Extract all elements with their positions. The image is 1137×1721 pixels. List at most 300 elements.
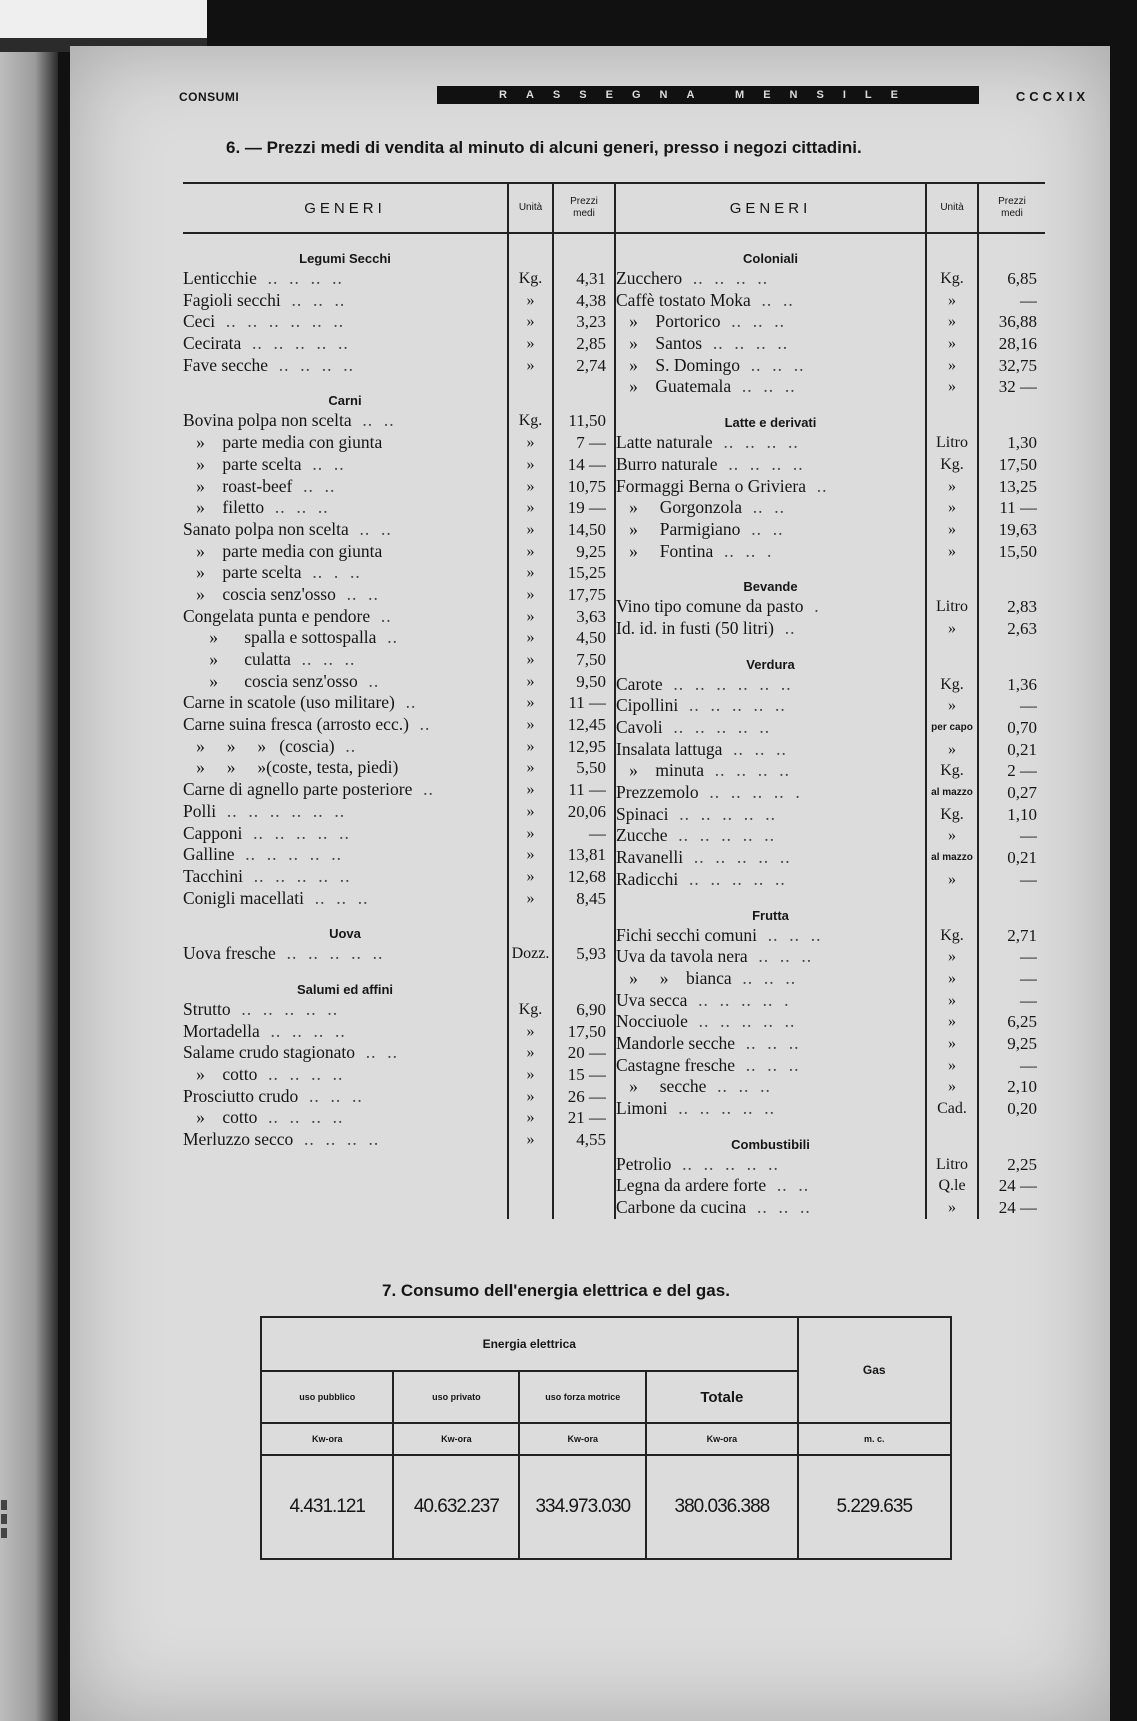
category-spacer (979, 1128, 1037, 1154)
item-name (616, 311, 925, 333)
unit-total: Kw-ora (646, 1423, 797, 1455)
item-label: » Santos (616, 333, 703, 354)
item-label: Carbone da cucina (616, 1197, 747, 1218)
item-unit: » (948, 827, 956, 845)
item-price: 14,50 (567, 519, 606, 539)
item-price: 6,85 (1007, 269, 1037, 288)
row-gap (183, 965, 507, 973)
item-label: » roast-beef (183, 475, 293, 496)
item-name (183, 888, 507, 910)
item-name (183, 1107, 507, 1129)
row-gap (616, 891, 925, 899)
leader-dots: .. .. .. .. .. (230, 998, 339, 1019)
item-unit: » (526, 629, 535, 647)
item-price: 17,50 (998, 454, 1037, 474)
item-unit: » (526, 889, 535, 907)
item-name (183, 606, 507, 628)
item-name (616, 541, 925, 563)
item-label: Mandorle secche (616, 1032, 736, 1053)
item-price: 2,10 (1007, 1077, 1037, 1097)
item-unit: » (526, 846, 535, 864)
item-price: 0,27 (1007, 783, 1037, 803)
left-units-column (508, 233, 553, 1219)
item-price: 8,45 (576, 888, 606, 908)
item-unit: Kg. (940, 455, 964, 473)
item-unit: » (948, 991, 956, 1009)
item-label: Conigli macellati (183, 887, 305, 908)
leader-dots: .. .. .. (735, 1054, 800, 1075)
leader-dots: .. . .. (301, 562, 361, 583)
item-label: » » »(coste, testa, piedi) (183, 757, 399, 778)
item-unit: Litro (936, 598, 968, 616)
category-heading: Carni (328, 393, 362, 409)
item-label: Fave secche (183, 354, 269, 375)
unit-public: Kw-ora (261, 1423, 393, 1455)
leader-dots: .. .. .. (264, 497, 329, 518)
item-label: Latte naturale (616, 432, 713, 453)
leader-dots: .. .. .. (746, 1197, 811, 1218)
category-spacer (509, 917, 552, 943)
row-gap (509, 909, 552, 917)
item-name (183, 757, 507, 779)
item-label: » filetto (183, 497, 265, 518)
leader-dots: .. .. .. .. .. (683, 847, 791, 868)
item-unit: » (526, 694, 535, 712)
leader-dots: .. .. .. (720, 311, 786, 332)
item-unit: » (526, 564, 535, 582)
leader-dots: .. .. .. .. .. (687, 1011, 796, 1032)
category-spacer (979, 406, 1037, 432)
energy-motive-header: uso forza motrice (519, 1371, 646, 1423)
category-heading: Latte e derivati (724, 415, 817, 431)
item-name (616, 968, 925, 990)
item-price: 4,55 (576, 1130, 606, 1150)
row-gap (509, 376, 552, 384)
item-unit: » (526, 802, 535, 820)
leader-dots: .. .. .. .. .. (242, 822, 350, 843)
item-name (616, 519, 925, 541)
item-name (616, 1098, 925, 1120)
item-price: 14 — (567, 454, 606, 474)
item-label: » Gorgonzola (616, 497, 743, 518)
item-price: 36,88 (998, 312, 1037, 332)
item-unit: » (526, 455, 535, 473)
leader-dots: .. .. .. .. .. (668, 803, 776, 824)
item-label: Limoni (616, 1098, 668, 1118)
item-name (183, 562, 507, 584)
item-unit: » (526, 585, 535, 603)
category-spacer (979, 899, 1037, 925)
leader-dots: .. .. (351, 410, 395, 431)
leader-dots: .. .. .. .. .. .. (216, 800, 346, 821)
section-7-title: 7. Consumo dell'energia elettrica e del gas. (382, 1281, 730, 1300)
leader-dots: .. .. .. .. .. (678, 695, 786, 716)
item-label: » culatta (183, 649, 291, 669)
leader-dots: .. .. .. (739, 354, 805, 375)
leader-dots: .. .. .. (731, 376, 796, 397)
header-unit-left: Unità (508, 183, 553, 233)
item-price: 9,25 (1007, 1033, 1037, 1053)
leader-dots: .. (773, 617, 796, 638)
leader-dots: .. (334, 735, 357, 756)
header-price-line1: Prezzi (570, 196, 598, 207)
leader-dots: .. .. .. (298, 1085, 363, 1106)
item-unit: » (526, 781, 535, 799)
item-unit: » (948, 335, 956, 353)
item-label: Cavoli (616, 717, 663, 737)
gas-header: Gas (798, 1317, 952, 1423)
row-gap (979, 562, 1037, 570)
item-name (183, 1129, 507, 1151)
leader-dots: .. .. .. .. (259, 1020, 346, 1041)
item-name (183, 541, 507, 563)
scan-left-margin (0, 52, 58, 1721)
item-unit: » (526, 542, 535, 560)
row-gap (554, 909, 606, 917)
item-unit: » (948, 969, 956, 987)
item-label: » parte scelta (183, 453, 302, 474)
item-label: Spinaci (616, 803, 669, 824)
item-label: Polli (183, 800, 217, 821)
item-unit: al mazzo (931, 852, 973, 864)
unit-motive: Kw-ora (519, 1423, 646, 1455)
item-unit: » (526, 1109, 535, 1127)
item-price: 19,63 (998, 519, 1037, 539)
item-price: 2,63 (1007, 618, 1037, 638)
item-label: Petrolio (616, 1153, 672, 1174)
leader-dots: .. .. (301, 453, 345, 474)
item-price: 21 — (567, 1108, 606, 1128)
item-label: Uova fresche (183, 943, 276, 964)
item-label: Congelata punta e pendore (183, 605, 371, 626)
item-label: Mortadella (183, 1020, 260, 1041)
item-price: 20 — (567, 1043, 606, 1063)
item-unit: » (526, 1131, 535, 1149)
item-price: 11,50 (568, 411, 606, 431)
item-unit: al mazzo (931, 787, 973, 799)
item-name (183, 866, 507, 888)
leader-dots: .. .. .. .. .. (234, 844, 343, 865)
item-name (183, 714, 507, 736)
category-heading: Frutta (752, 907, 789, 923)
leader-dots: .. .. .. .. (682, 268, 769, 288)
item-unit: Kg. (518, 412, 543, 430)
item-label: » parte media con giunta (183, 540, 383, 561)
category-heading: Coloniali (743, 251, 798, 266)
item-price: 11 — (999, 498, 1037, 518)
header-price-right (978, 183, 1045, 233)
item-price: 1,10 (1007, 804, 1037, 824)
item-name (616, 1197, 925, 1219)
item-label: » Parmigiano (616, 518, 741, 539)
row-gap (554, 965, 606, 973)
category-spacer (979, 242, 1037, 268)
item-unit: Kg. (940, 762, 964, 780)
item-label: Tacchini (183, 865, 243, 886)
item-label: » S. Domingo (616, 354, 740, 375)
item-price: — (1020, 696, 1037, 716)
leader-dots: .. .. .. (731, 967, 797, 988)
leader-dots: .. (394, 692, 417, 713)
item-label: Fagioli secchi (183, 289, 281, 310)
item-name (616, 760, 925, 782)
item-unit: » (526, 607, 535, 625)
header-genre-right: GENERI (615, 183, 926, 233)
leader-dots: .. .. .. .. (712, 432, 799, 453)
item-name (616, 476, 925, 498)
leader-dots: .. .. .. (747, 946, 813, 967)
item-price: 11 — (568, 780, 606, 800)
leader-dots: .. .. (766, 1175, 810, 1196)
item-label: Merluzzo secco (183, 1129, 294, 1150)
leader-dots: .. .. .. (735, 1032, 800, 1053)
item-unit: » (526, 1044, 535, 1062)
item-name (616, 847, 925, 869)
item-name (616, 1076, 925, 1098)
item-name (183, 1086, 507, 1108)
item-label: Zucchero (616, 268, 683, 288)
category-spacer (927, 406, 977, 432)
leader-dots: .. .. .. .. .. (678, 868, 786, 889)
leader-dots: .. .. (348, 518, 392, 539)
item-label: » parte media con giunta (183, 432, 383, 453)
item-price: 6,25 (1007, 1012, 1037, 1032)
item-unit: » (526, 1022, 535, 1040)
leader-dots: .. .. .. .. (703, 760, 790, 781)
item-name (616, 1154, 925, 1176)
item-name (183, 779, 507, 801)
item-unit: » (526, 477, 535, 495)
item-price: 9,50 (576, 671, 606, 691)
item-unit: » (948, 697, 956, 715)
item-label: Lenticchie (183, 268, 257, 288)
item-price: 0,21 (1007, 848, 1037, 868)
item-name (183, 627, 507, 649)
item-label: » minuta (616, 760, 704, 781)
item-label: Caffè tostato Moka (616, 289, 751, 310)
value-public: 4.431.121 (261, 1455, 393, 1559)
category-spacer (554, 973, 606, 999)
leader-dots: .. .. .. .. .. .. (662, 673, 792, 694)
running-head-section: CONSUMI (179, 90, 240, 104)
item-price: 7 — (576, 433, 606, 453)
row-gap (927, 398, 977, 406)
item-price: 2,74 (576, 355, 606, 375)
item-name (183, 999, 507, 1021)
leader-dots: . (803, 596, 820, 617)
row-gap (927, 891, 977, 899)
item-name (616, 1011, 925, 1033)
item-name (183, 584, 507, 606)
item-label: Carne suina fresca (arrosto ecc.) (183, 714, 409, 735)
item-name (616, 596, 925, 618)
item-label: Cipollini (616, 695, 679, 716)
item-price: 7,50 (576, 650, 606, 669)
row-gap (979, 398, 1037, 406)
item-name (183, 497, 507, 519)
item-unit: Q.le (938, 1177, 966, 1195)
category-heading: Legumi Secchi (299, 251, 391, 266)
item-unit: » (526, 291, 535, 309)
right-prices-column (978, 233, 1045, 1219)
leader-dots: .. (806, 475, 828, 496)
item-unit: » (948, 499, 956, 517)
item-label: » coscia senz'osso (183, 670, 358, 691)
item-name (183, 1064, 507, 1086)
leader-dots: .. .. .. .. .. .. (215, 311, 345, 332)
leader-dots: .. .. .. .. . (698, 782, 801, 803)
category-spacer (979, 648, 1037, 674)
item-name (616, 497, 925, 519)
item-label: Nocciuole (616, 1011, 688, 1032)
price-table-header (183, 183, 1045, 233)
item-price: 13,81 (567, 845, 606, 865)
item-unit: » (526, 1087, 535, 1105)
item-price: 12,68 (567, 866, 606, 886)
row-gap (927, 562, 977, 570)
item-unit: » (526, 737, 535, 755)
item-name (183, 1021, 507, 1043)
row-gap (616, 1120, 925, 1128)
price-table (183, 182, 1045, 1219)
leader-dots: .. .. . (713, 540, 773, 561)
leader-dots: .. .. (335, 583, 379, 604)
item-unit: Kg. (940, 805, 964, 823)
item-name (183, 290, 507, 312)
item-unit: » (948, 313, 956, 331)
item-price: — (589, 823, 606, 843)
leader-dots: .. .. .. .. (293, 1129, 380, 1150)
item-label: Capponi (183, 822, 243, 843)
running-head (179, 86, 1089, 110)
item-unit: Kg. (940, 270, 964, 287)
edge-mark (1, 1500, 9, 1560)
leader-dots: .. .. .. .. .. (662, 717, 771, 737)
item-price: — (1020, 826, 1037, 846)
item-label: Sanato polpa non scelta (183, 518, 349, 539)
item-unit: » (526, 759, 535, 777)
leader-dots: .. .. .. .. .. (241, 333, 349, 354)
item-unit: » (526, 356, 535, 374)
item-unit: Litro (936, 434, 968, 452)
row-gap (927, 640, 977, 648)
item-label: Vino tipo comune da pasto (616, 596, 804, 617)
item-name (616, 355, 925, 377)
item-price: 12,95 (567, 736, 606, 756)
leader-dots: .. .. .. .. .. (667, 825, 775, 846)
item-name (183, 801, 507, 823)
item-unit: Kg. (518, 270, 543, 287)
item-price: — (1020, 290, 1037, 310)
item-name (616, 432, 925, 454)
item-price: 17,50 (567, 1021, 606, 1041)
item-label: » coscia senz'osso (183, 583, 336, 604)
item-price: 1,30 (1007, 433, 1037, 453)
item-price: 12,45 (567, 715, 606, 735)
item-unit: Kg. (940, 675, 964, 693)
item-unit: » (526, 1066, 535, 1083)
running-head-page-number: CCCXIX (1015, 89, 1089, 104)
item-name (616, 268, 925, 290)
item-name (616, 1033, 925, 1055)
item-label: » » bianca (616, 967, 732, 988)
leader-dots: .. .. .. .. (702, 333, 789, 354)
item-name (616, 454, 925, 476)
row-gap (554, 376, 606, 384)
scan-margin-tab (0, 0, 207, 38)
item-price: 20,06 (567, 801, 606, 821)
item-label: Galline (183, 844, 235, 865)
item-name (183, 333, 507, 355)
item-price: 24 — (998, 1176, 1037, 1196)
item-price: 28,16 (998, 334, 1037, 354)
item-unit: » (948, 1056, 956, 1074)
item-label: Prezzemolo (616, 782, 699, 803)
left-prices-column (553, 233, 615, 1219)
energy-total-header: Totale (646, 1371, 797, 1423)
leader-dots: .. (370, 605, 392, 626)
leader-dots: .. .. .. .. (257, 1064, 344, 1084)
item-label: Carne in scatole (uso militare) (183, 692, 395, 713)
value-gas: 5.229.635 (798, 1455, 952, 1559)
row-gap (616, 562, 925, 570)
item-unit: Litro (936, 1155, 968, 1173)
item-price: 24 — (998, 1198, 1037, 1218)
row-gap (979, 891, 1037, 899)
item-name (183, 943, 507, 965)
item-name (616, 990, 925, 1012)
item-name (616, 825, 925, 847)
item-price: 6,90 (576, 999, 606, 1019)
leader-dots: .. (357, 670, 380, 691)
item-name (183, 476, 507, 498)
item-price: 11 — (568, 693, 606, 713)
item-price: — (1020, 990, 1037, 1010)
item-unit: Kg. (518, 1000, 543, 1018)
item-label: Cecirata (183, 333, 242, 354)
item-label: Carote (616, 673, 663, 694)
item-price: 3,63 (576, 606, 606, 626)
item-name (183, 844, 507, 866)
item-unit: » (948, 1034, 956, 1052)
item-label: » secche (616, 1076, 707, 1097)
leader-dots: .. .. .. .. .. (671, 1153, 779, 1174)
item-price: 0,21 (1007, 739, 1037, 759)
item-price: 2,71 (1007, 925, 1037, 945)
leader-dots: .. .. .. .. .. (243, 865, 351, 886)
item-price: 15 — (567, 1065, 606, 1084)
leader-dots: .. .. .. .. .. (667, 1098, 776, 1118)
item-label: » spalla e sottospalla (183, 627, 377, 648)
item-label: Fichi secchi comuni (616, 924, 757, 945)
category-heading: Combustibili (731, 1136, 810, 1152)
item-label: » Guatemala (616, 376, 732, 397)
category-spacer (927, 1128, 977, 1154)
row-gap (979, 1120, 1037, 1128)
header-genre-left: GENERI (183, 183, 508, 233)
category-spacer (554, 242, 606, 268)
item-unit: » (948, 542, 956, 560)
item-unit: » (948, 1078, 956, 1096)
leader-dots: .. (412, 779, 434, 800)
row-gap (616, 398, 925, 406)
category-spacer (554, 917, 606, 943)
leader-dots: .. .. (750, 289, 794, 310)
left-names-column (183, 233, 508, 1219)
item-label: Carne di agnello parte posteriore (183, 779, 413, 800)
item-unit: » (526, 867, 535, 885)
category-spacer (927, 648, 977, 674)
